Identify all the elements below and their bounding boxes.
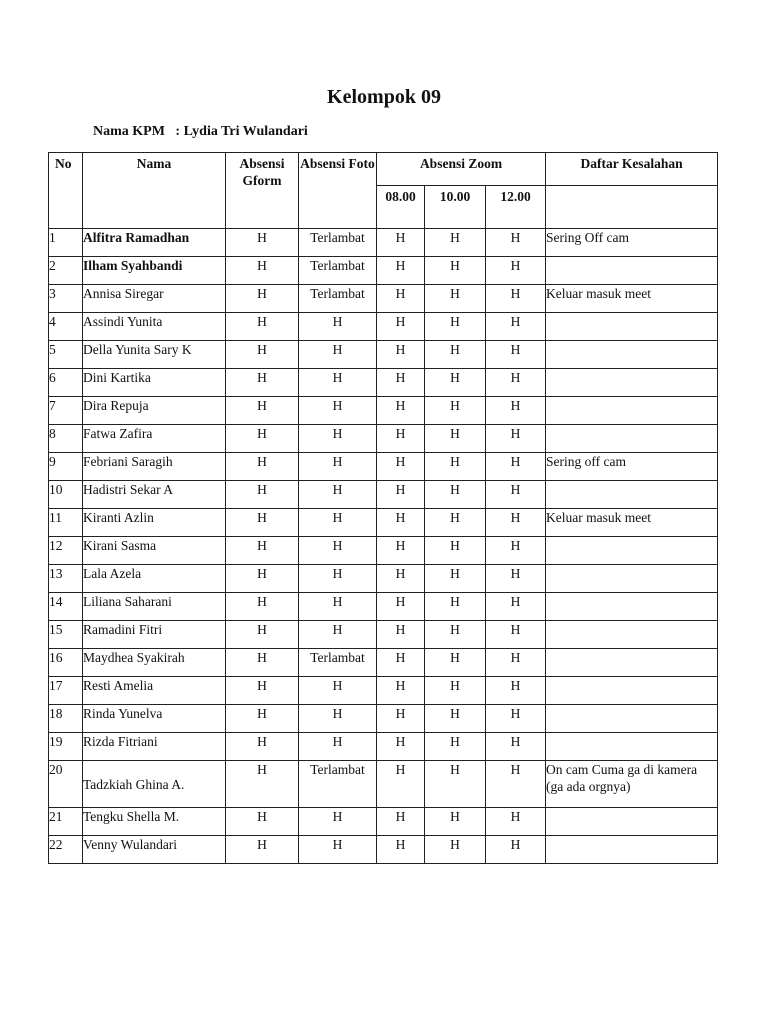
table-row [49,481,718,509]
row-zoom-0800: H [377,677,425,705]
row-zoom-1000: H [425,229,486,257]
row-number: 11 [49,509,83,537]
row-gform: H [226,649,299,677]
row-name: Rinda Yunelva [83,705,226,733]
row-gform: H [226,509,299,537]
table-row [49,761,718,808]
kpm-name: Nama KPM : Lydia Tri Wulandari [93,124,308,139]
row-name: Kiranti Azlin [83,509,226,537]
row-zoom-1200: H [486,425,546,453]
row-name: Della Yunita Sary K [83,341,226,369]
table-row [49,677,718,705]
row-zoom-0800: H [377,621,425,649]
page-title: Kelompok 09 [327,86,441,108]
row-name: Assindi Yunita [83,313,226,341]
header-zoom-1200: 12.00 [486,186,546,229]
row-name: Resti Amelia [83,677,226,705]
row-zoom-1000: H [425,509,486,537]
row-gform: H [226,341,299,369]
row-kesalahan: On cam Cuma ga di kamera (ga ada orgnya) [546,761,718,808]
row-gform: H [226,425,299,453]
row-number: 9 [49,453,83,481]
header-kesalahan-blank [546,186,718,229]
row-kesalahan [546,537,718,565]
row-foto: Terlambat [299,229,377,257]
row-name: Ilham Syahbandi [83,257,226,285]
row-name: Liliana Saharani [83,593,226,621]
row-gform: H [226,257,299,285]
row-gform: H [226,705,299,733]
row-zoom-1000: H [425,677,486,705]
row-name: Lala Azela [83,565,226,593]
row-foto: H [299,593,377,621]
table-row [49,229,718,257]
row-kesalahan: Keluar masuk meet [546,509,718,537]
row-name: Alfitra Ramadhan [83,229,226,257]
row-kesalahan: Sering off cam [546,453,718,481]
row-kesalahan [546,836,718,864]
row-kesalahan [546,257,718,285]
row-zoom-0800: H [377,313,425,341]
row-zoom-0800: H [377,565,425,593]
row-gform: H [226,808,299,836]
row-zoom-1200: H [486,369,546,397]
header-gform: Absensi Gform [226,153,299,229]
row-number: 12 [49,537,83,565]
row-zoom-1200: H [486,565,546,593]
row-gform: H [226,453,299,481]
row-number: 19 [49,733,83,761]
row-gform: H [226,397,299,425]
row-foto: Terlambat [299,761,377,808]
row-zoom-1000: H [425,537,486,565]
row-foto: Terlambat [299,649,377,677]
row-zoom-1200: H [486,677,546,705]
row-foto: H [299,836,377,864]
row-zoom-1200: H [486,621,546,649]
row-zoom-1000: H [425,397,486,425]
row-name: Kirani Sasma [83,537,226,565]
row-zoom-0800: H [377,453,425,481]
table-row [49,565,718,593]
row-zoom-1200: H [486,285,546,313]
row-zoom-1200: H [486,257,546,285]
row-gform: H [226,369,299,397]
row-zoom-1200: H [486,341,546,369]
row-zoom-1000: H [425,761,486,808]
row-foto: H [299,621,377,649]
header-zoom: Absensi Zoom [377,153,546,186]
row-number: 14 [49,593,83,621]
row-zoom-1000: H [425,257,486,285]
row-name: Annisa Siregar [83,285,226,313]
row-zoom-0800: H [377,257,425,285]
row-number: 4 [49,313,83,341]
row-name: Venny Wulandari [83,836,226,864]
header-kesalahan: Daftar Kesalahan [546,153,718,186]
table-row [49,453,718,481]
row-foto: H [299,509,377,537]
row-number: 13 [49,565,83,593]
table-row [49,808,718,836]
row-zoom-1000: H [425,453,486,481]
row-foto: Terlambat [299,285,377,313]
header-foto: Absensi Foto [299,153,377,229]
row-foto: H [299,705,377,733]
row-zoom-0800: H [377,836,425,864]
row-kesalahan [546,313,718,341]
row-gform: H [226,229,299,257]
row-gform: H [226,565,299,593]
table-row [49,509,718,537]
row-zoom-0800: H [377,649,425,677]
row-zoom-0800: H [377,425,425,453]
row-zoom-0800: H [377,537,425,565]
header-no: No [49,153,83,229]
row-name: Febriani Saragih [83,453,226,481]
row-number: 20 [49,761,83,808]
row-name: Tadzkiah Ghina A. [83,761,226,808]
row-foto: H [299,808,377,836]
row-number: 6 [49,369,83,397]
row-zoom-1200: H [486,733,546,761]
row-kesalahan: Sering Off cam [546,229,718,257]
row-kesalahan [546,565,718,593]
row-kesalahan [546,593,718,621]
row-number: 2 [49,257,83,285]
row-zoom-0800: H [377,733,425,761]
table-row [49,425,718,453]
row-kesalahan [546,677,718,705]
row-gform: H [226,481,299,509]
row-zoom-0800: H [377,705,425,733]
row-zoom-1200: H [486,397,546,425]
row-zoom-1200: H [486,313,546,341]
table-row [49,649,718,677]
row-kesalahan [546,705,718,733]
row-gform: H [226,836,299,864]
table-row [49,537,718,565]
table-row [49,313,718,341]
row-zoom-0800: H [377,341,425,369]
table-row [49,257,718,285]
row-foto: H [299,313,377,341]
row-name: Dini Kartika [83,369,226,397]
row-foto: H [299,369,377,397]
row-zoom-1200: H [486,481,546,509]
row-zoom-1000: H [425,808,486,836]
row-kesalahan [546,397,718,425]
row-gform: H [226,285,299,313]
row-zoom-1000: H [425,593,486,621]
row-zoom-1200: H [486,229,546,257]
row-number: 22 [49,836,83,864]
row-foto: H [299,537,377,565]
row-zoom-0800: H [377,509,425,537]
table-row [49,593,718,621]
row-gform: H [226,677,299,705]
row-zoom-1200: H [486,808,546,836]
row-zoom-1000: H [425,369,486,397]
row-zoom-1000: H [425,705,486,733]
row-zoom-1000: H [425,285,486,313]
row-zoom-1200: H [486,509,546,537]
row-number: 10 [49,481,83,509]
row-zoom-1200: H [486,761,546,808]
table-row [49,341,718,369]
attendance-table [48,152,718,864]
row-kesalahan [546,341,718,369]
row-name: Maydhea Syakirah [83,649,226,677]
row-zoom-0800: H [377,593,425,621]
row-kesalahan [546,733,718,761]
row-kesalahan [546,621,718,649]
row-gform: H [226,313,299,341]
header-zoom-0800: 08.00 [377,186,425,229]
row-zoom-1200: H [486,593,546,621]
row-gform: H [226,593,299,621]
table-row [49,621,718,649]
row-foto: H [299,733,377,761]
row-zoom-0800: H [377,481,425,509]
row-zoom-1200: H [486,649,546,677]
row-number: 18 [49,705,83,733]
row-gform: H [226,733,299,761]
row-name: Fatwa Zafira [83,425,226,453]
row-kesalahan [546,425,718,453]
row-zoom-1000: H [425,836,486,864]
row-number: 16 [49,649,83,677]
row-name: Ramadini Fitri [83,621,226,649]
row-gform: H [226,621,299,649]
row-name: Tengku Shella M. [83,808,226,836]
header-zoom-1000: 10.00 [425,186,486,229]
row-zoom-0800: H [377,397,425,425]
row-name: Hadistri Sekar A [83,481,226,509]
row-kesalahan: Keluar masuk meet [546,285,718,313]
row-gform: H [226,537,299,565]
row-zoom-1000: H [425,621,486,649]
row-number: 3 [49,285,83,313]
row-number: 17 [49,677,83,705]
row-foto: H [299,453,377,481]
row-number: 1 [49,229,83,257]
table-row [49,705,718,733]
row-zoom-1200: H [486,453,546,481]
row-zoom-0800: H [377,369,425,397]
row-kesalahan [546,808,718,836]
row-number: 21 [49,808,83,836]
table-row [49,285,718,313]
row-foto: H [299,481,377,509]
table-row [49,397,718,425]
row-foto: H [299,397,377,425]
row-zoom-1200: H [486,705,546,733]
row-zoom-1000: H [425,481,486,509]
row-foto: H [299,425,377,453]
row-zoom-0800: H [377,761,425,808]
row-foto: Terlambat [299,257,377,285]
row-foto: H [299,341,377,369]
row-gform: H [226,761,299,808]
row-zoom-0800: H [377,808,425,836]
row-kesalahan [546,649,718,677]
row-kesalahan [546,481,718,509]
row-zoom-1000: H [425,425,486,453]
row-foto: H [299,677,377,705]
row-zoom-0800: H [377,229,425,257]
row-zoom-1000: H [425,649,486,677]
row-foto: H [299,565,377,593]
row-number: 5 [49,341,83,369]
row-number: 8 [49,425,83,453]
row-number: 15 [49,621,83,649]
header-nama: Nama [83,153,226,229]
table-row [49,836,718,864]
table-row [49,733,718,761]
row-number: 7 [49,397,83,425]
row-zoom-1200: H [486,537,546,565]
row-zoom-1000: H [425,733,486,761]
row-kesalahan [546,369,718,397]
table-row [49,369,718,397]
row-zoom-0800: H [377,285,425,313]
row-name: Dira Repuja [83,397,226,425]
row-zoom-1000: H [425,313,486,341]
row-name: Rizda Fitriani [83,733,226,761]
row-zoom-1000: H [425,565,486,593]
row-zoom-1000: H [425,341,486,369]
row-zoom-1200: H [486,836,546,864]
